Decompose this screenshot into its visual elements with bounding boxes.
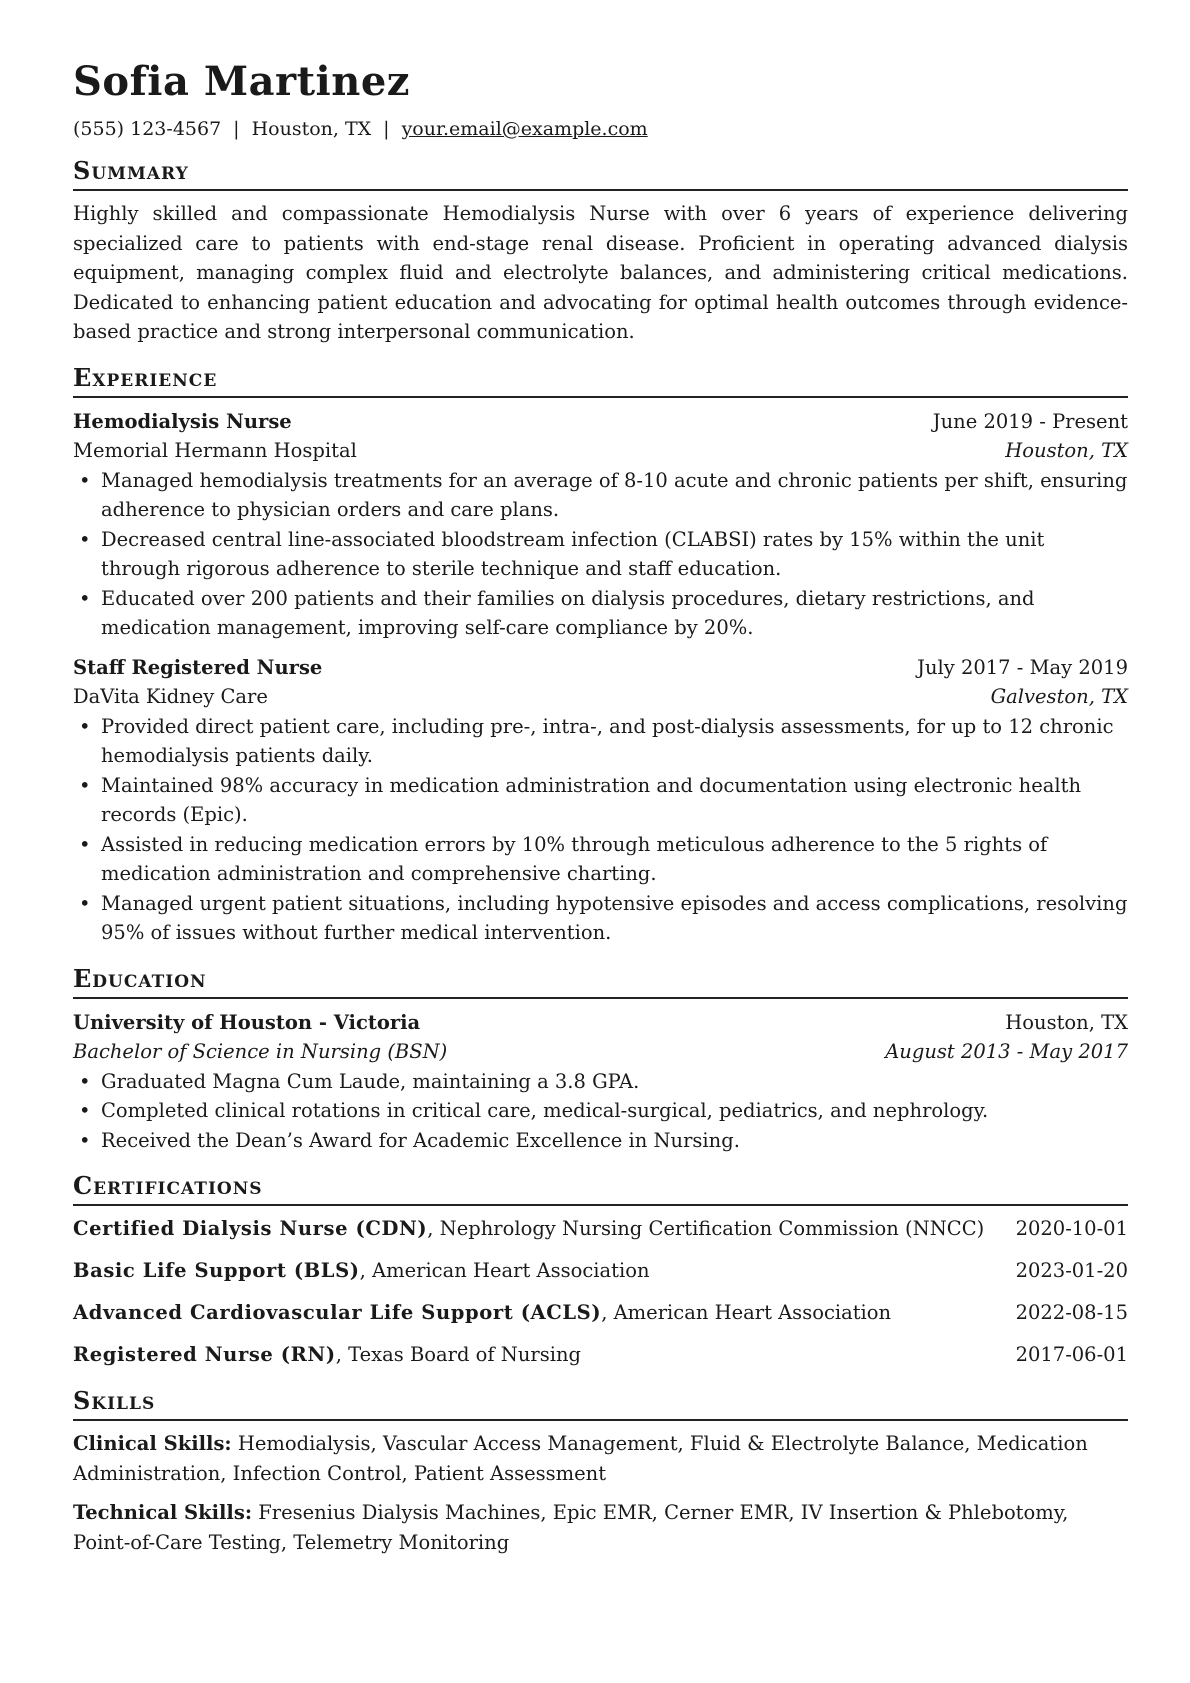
section-title-summary: Summary: [73, 154, 1128, 191]
list-item: [73, 466, 1128, 525]
certification-issuer: , Texas Board of Nursing: [335, 1343, 582, 1366]
bullet-text: Decreased central line-associated bloodstream infection (CLABSI) rates by 15% within the unit through rigorous adherence to sterile technique and staff education.: [101, 527, 1045, 580]
list-item: [73, 830, 1128, 889]
certification-item: [73, 1298, 1128, 1328]
job-role: Hemodialysis Nurse: [73, 409, 292, 433]
list-item: [73, 771, 1128, 830]
certification-issuer: , American Heart Association: [601, 1301, 892, 1324]
bullet-text: Graduated Magna Cum Laude, maintaining a 3.8 GPA.: [101, 1069, 640, 1093]
section-title-experience: Experience: [73, 361, 1128, 398]
contact-separator: |: [383, 118, 390, 140]
skill-group-label: Clinical Skills:: [73, 1432, 232, 1455]
section-title-certifications: Certifications: [73, 1169, 1128, 1206]
bullet-icon: •: [79, 586, 91, 610]
certification-name: Advanced Cardiovascular Life Support (ACLS): [73, 1301, 602, 1324]
resume-content: [73, 52, 1128, 1567]
certification-date: 2023-01-20: [1015, 1259, 1128, 1282]
skill-group-text: Fresenius Dialysis Machines, Epic EMR, Cerner EMR, IV Insertion & Phlebotomy, Point-of-Care Testing, Telemetry Monitoring: [73, 1501, 1069, 1554]
bullet-text: Managed urgent patient situations, including hypotensive episodes and access complications, resolving 95% of issues without further medical intervention.: [101, 891, 1128, 944]
job-company: Memorial Hermann Hospital: [73, 439, 357, 462]
education-header: [73, 1008, 1128, 1038]
bullet-icon: •: [79, 832, 91, 856]
certification-date: 2020-10-01: [1015, 1217, 1128, 1240]
certification-name: Registered Nurse (RN): [73, 1343, 336, 1366]
contact-separator: |: [233, 118, 240, 140]
degree-name: Bachelor of Science in Nursing (BSN): [73, 1040, 448, 1063]
section-title-education: Education: [73, 962, 1128, 999]
bullet-icon: •: [79, 773, 91, 797]
bullet-icon: •: [79, 1069, 91, 1093]
skill-group-text: Hemodialysis, Vascular Access Management, Fluid & Electrolyte Balance, Medication Administration, Infection Control, Patient Assessment: [73, 1432, 1088, 1485]
job-role: Staff Registered Nurse: [73, 655, 323, 679]
list-item: [73, 584, 1128, 643]
bullet-icon: •: [79, 1099, 91, 1122]
job-entry: [73, 407, 1128, 643]
contact-line: [73, 114, 1128, 144]
school-name: University of Houston - Victoria: [73, 1010, 421, 1034]
bullet-text: Maintained 98% accuracy in medication administration and documentation using electronic health records (Epic).: [101, 773, 1082, 826]
certification-item: [73, 1340, 1128, 1370]
job-location: Galveston, TX: [990, 685, 1128, 708]
skills-list: [73, 1429, 1128, 1557]
job-dates: July 2017 - May 2019: [917, 655, 1128, 679]
certification-item: [73, 1256, 1128, 1286]
email-link[interactable]: your.email@example.com: [401, 118, 648, 140]
education-bullets: [73, 1067, 1128, 1156]
job-entry: [73, 653, 1128, 948]
bullet-text: Educated over 200 patients and their families on dialysis procedures, dietary restrictions, and medication management, improving self-care compliance by 20%.: [101, 586, 1035, 639]
job-location: Houston, TX: [1005, 439, 1128, 462]
list-item: [73, 712, 1128, 771]
list-item: [73, 1126, 1128, 1156]
job-subheader: [73, 682, 1128, 712]
certification-list: [73, 1214, 1128, 1370]
certification-date: 2017-06-01: [1015, 1343, 1128, 1366]
certification-name: Certified Dialysis Nurse (CDN): [73, 1217, 428, 1240]
job-header: [73, 653, 1128, 683]
list-item: [73, 1067, 1128, 1097]
job-bullets: [73, 712, 1128, 948]
bullet-icon: •: [79, 468, 91, 492]
list-item: [73, 889, 1128, 948]
skill-group: [73, 1498, 1128, 1557]
education-entry: [73, 1008, 1128, 1156]
bullet-text: Completed clinical rotations in critical care, medical-surgical, pediatrics, and nephrology.: [101, 1099, 989, 1122]
bullet-text: Received the Dean’s Award for Academic Excellence in Nursing.: [101, 1128, 740, 1152]
job-header: [73, 407, 1128, 437]
certification-date: 2022-08-15: [1015, 1301, 1128, 1324]
certification-name: Basic Life Support (BLS): [73, 1259, 360, 1282]
education-subheader: [73, 1037, 1128, 1067]
job-company: DaVita Kidney Care: [73, 685, 268, 708]
bullet-text: Provided direct patient care, including pre-, intra-, and post-dialysis assessments, for up to 12 chronic hemodialysis patients daily.: [101, 714, 1114, 767]
skill-group: [73, 1429, 1128, 1488]
section-title-skills: Skills: [73, 1384, 1128, 1421]
bullet-text: Assisted in reducing medication errors by 10% through meticulous adherence to the 5 rights of medication administration and comprehensive charting.: [101, 832, 1048, 885]
certification-issuer: , Nephrology Nursing Certification Commission (NNCC): [427, 1217, 985, 1240]
certification-issuer: , American Heart Association: [359, 1259, 650, 1282]
list-item: [73, 525, 1128, 584]
bullet-icon: •: [79, 1128, 91, 1152]
education-dates: August 2013 - May 2017: [885, 1040, 1128, 1063]
phone-number: (555) 123-4567: [73, 118, 222, 140]
bullet-text: Managed hemodialysis treatments for an average of 8-10 acute and chronic patients per shift, ensuring adherence to physician orders and care plans.: [101, 468, 1128, 521]
summary-text: Highly skilled and compassionate Hemodialysis Nurse with over 6 years of experience delivering specialized care to patients with end-stage renal disease. Proficient in operating advanced dialysis equipment, managing complex fluid and electrolyte balances, and administering critical medications. Dedicated to enhancing patient education and advocating for optimal health outcomes through evidence-based practice and strong interpersonal communication.: [73, 202, 1128, 343]
list-item: [73, 1096, 1128, 1126]
school-location: Houston, TX: [1005, 1010, 1128, 1034]
bullet-icon: •: [79, 891, 91, 915]
bullet-icon: •: [79, 714, 91, 738]
certification-item: [73, 1214, 1128, 1244]
job-bullets: [73, 466, 1128, 643]
location: Houston, TX: [251, 118, 372, 140]
job-subheader: [73, 436, 1128, 466]
candidate-name: Sofia Martinez: [73, 58, 410, 105]
job-dates: June 2019 - Present: [932, 409, 1128, 433]
skill-group-label: Technical Skills:: [73, 1501, 253, 1524]
bullet-icon: •: [79, 527, 91, 551]
